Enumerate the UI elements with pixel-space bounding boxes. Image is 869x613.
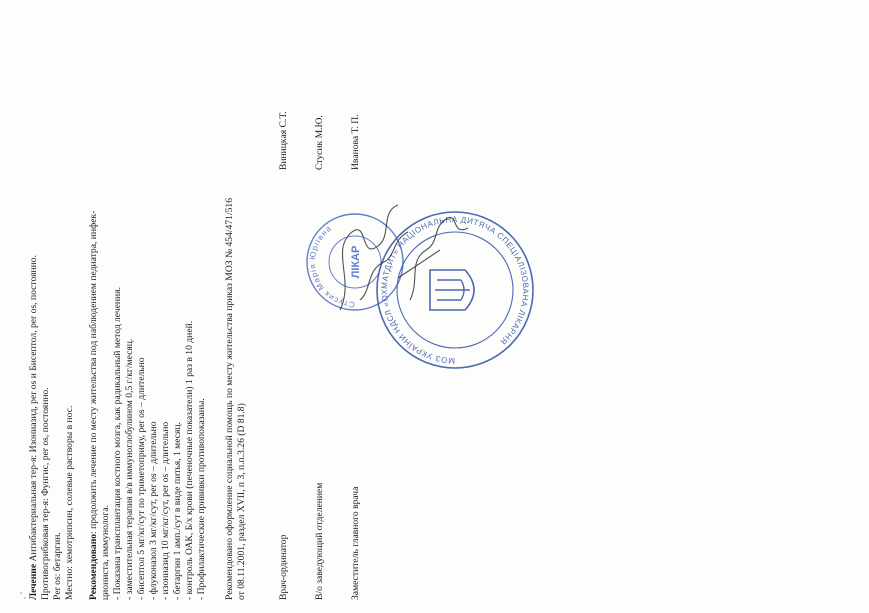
- recommendations-intro-text: : продолжить лечение по месту жительства под наблюдением педиатра, инфек-: [88, 210, 99, 534]
- signature-name: Виницкая С.Т.: [278, 111, 289, 170]
- scan-artifact: [20, 592, 22, 594]
- scan-artifact: [24, 597, 26, 599]
- signature-role: В/о заведующий отделением: [314, 482, 325, 600]
- trident-icon: [430, 270, 474, 310]
- personal-stamp-center-text: ЛІКАР: [350, 245, 362, 279]
- recommendation-item: - флуконазол 3 мг/кг/сут, per os – длительно: [148, 421, 159, 600]
- signature-name: Иванова Т. П.: [350, 114, 361, 170]
- treatment-label: Лечение: [28, 563, 39, 600]
- recommendations-label: Рекомендовано: [88, 533, 99, 600]
- treatment-line-2: Противогрибковая тер-я: Фунгис, per os, постоянно.: [40, 387, 51, 600]
- recommendation-item: - Профилактические прививки противопоказаны.: [196, 398, 207, 600]
- treatment-antibacterial: Антибактериальная тер-я: Изониазид, per os и Бисептол, per os, постоянно.: [28, 255, 39, 562]
- treatment-line-4: Местно: хемотрипсин, солевые растворы в нос.: [64, 405, 75, 600]
- social-aid-line-2: от 08.11.2001, раздел XVII, п 3, п.п.3.26 (D 81.8): [236, 403, 247, 600]
- recommendation-item: - Показана трансплантация костного мозга, как радикальный метод лечения.: [112, 287, 123, 600]
- recommendation-item: - контроль ОАК, Б/х крови (печеночные показатели) 1 раз в 10 дней.: [184, 320, 195, 600]
- social-aid-line-1: Рекомендовано оформление социальной помощь по месту жительства приказ МОЗ № 454/471/516: [224, 197, 235, 600]
- signature-name: Стусик М.Ю.: [314, 115, 325, 170]
- recommendation-item: - изониазид 10 мг/кг/сут, per os – длительно: [160, 421, 171, 600]
- signature-role: Врач-ординатор: [278, 534, 289, 600]
- stamp-outer-text: МОЗ УКРАЇНИ НДСЛ «ОХМАТДИТ» НАЦІОНАЛЬНА ДИТЯЧА СПЕЦІАЛІЗОВАНА ЛІКАРНЯ: [379, 214, 531, 366]
- recommendation-item: - бетаргин 1 амп./сут в виде питья, 1 месяц.: [172, 422, 183, 600]
- signature-role: Заместитель главного врача: [350, 486, 361, 600]
- recommendation-item: - бисептол 5 мг/кг/сут по триметоприму, per os – длительно: [136, 357, 147, 600]
- recommendations-intro-cont: циониста, иммунолога.: [100, 504, 111, 600]
- official-round-stamp: [377, 212, 533, 368]
- recommendation-item: - заместительная терапия в/в иммуноглобулином 0,5 г/кг/месяц.: [124, 338, 135, 600]
- personal-stamp-outer-text: Стусик Марія Юріївна: [307, 223, 356, 310]
- treatment-line-3: Per os: бетаргин.: [52, 532, 63, 600]
